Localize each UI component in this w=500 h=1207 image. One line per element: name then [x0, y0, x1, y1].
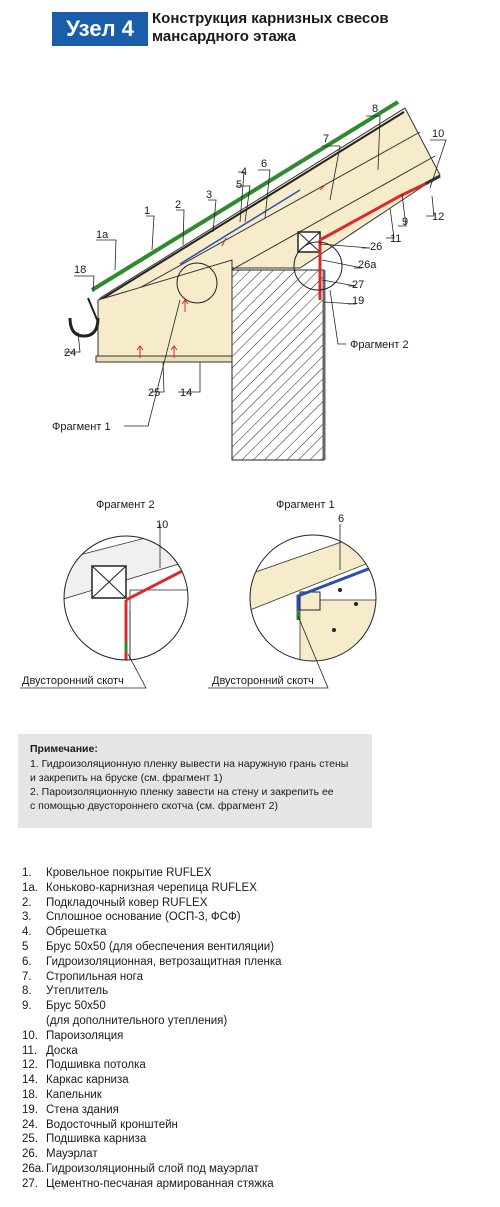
callout-8: 8: [372, 103, 379, 115]
eave-soffit: [96, 356, 232, 362]
fragment1-title: Фрагмент 1: [276, 499, 335, 511]
note-line: 1. Гидроизоляционную пленку вывести на наружную грань стены: [30, 758, 349, 770]
callout-5: 5: [236, 179, 243, 191]
legend-item: 3. Сплошное основание (ОСП-3, ФСФ): [22, 911, 241, 924]
callout-1a: 1a: [96, 229, 109, 241]
callout-3: 3: [206, 189, 213, 201]
callout-25: 25: [148, 387, 161, 399]
fragment1-tape-label: Двусторонний скотч: [212, 675, 314, 687]
callout-10: 10: [432, 128, 445, 140]
legend-item: 14. Каркас карниза: [22, 1074, 129, 1087]
legend-item: 5 Брус 50х50 (для обеспечения вентиляции): [22, 940, 275, 953]
legend-item: 18. Капельник: [22, 1088, 102, 1101]
fragment1-callout-label: Фрагмент 1: [52, 421, 111, 433]
note-line: с помощью двустороннего скотча (см. фрагмент 2): [30, 800, 278, 812]
legend-item: 8. Утеплитель: [22, 985, 109, 998]
legend-item: 10. Пароизоляция: [22, 1029, 124, 1042]
title-line-2: мансардного этажа: [152, 28, 297, 45]
legend-item: 25. Подшивка карниза: [22, 1133, 147, 1146]
callout-12: 12: [432, 211, 445, 223]
fragment2-title: Фрагмент 2: [96, 499, 155, 511]
fragment1-detail: [250, 530, 380, 670]
callout-18: 18: [74, 264, 87, 276]
note-line: 2. Пароизоляционную пленку завести на стену и закрепить ее: [30, 786, 334, 798]
legend-item: 27. Цементно-песчаная армированная стяжка: [22, 1177, 274, 1190]
title-line-1: Конструкция карнизных свесов: [152, 10, 389, 27]
drip-edge: [88, 298, 98, 322]
legend-list: [22, 866, 482, 1192]
fragment2-tape-label: Двусторонний скотч: [22, 675, 124, 687]
note-box: [18, 734, 372, 828]
callout-9: 9: [402, 216, 409, 228]
callout-11: 11: [390, 233, 402, 245]
node-badge: Узел 4: [52, 12, 148, 46]
wall-hatched: [232, 270, 324, 460]
callout-6: 6: [261, 158, 268, 170]
callout-26: 26: [370, 241, 383, 253]
legend-item: (для дополнительного утепления): [46, 1014, 228, 1027]
callout-24: 24: [64, 347, 77, 359]
fragment2-callout-label: Фрагмент 2: [350, 339, 409, 351]
callout-19: 19: [352, 295, 365, 307]
legend-item: 7. Стропильная нога: [22, 970, 143, 983]
legend-item: 12. Подшивка потолка: [22, 1059, 146, 1072]
callout-14: 14: [180, 387, 193, 399]
note-line: и закрепить на бруске (см. фрагмент 1): [30, 772, 223, 784]
fragment1-callout: 6: [338, 513, 345, 525]
legend-item: 24. Водосточный кронштейн: [22, 1118, 178, 1131]
fragment2-detail: [60, 526, 192, 670]
callout-7: 7: [323, 133, 330, 145]
legend-item: 4. Обрешетка: [22, 926, 107, 939]
callout-2: 2: [175, 199, 182, 211]
callout-4: 4: [241, 166, 248, 178]
callout-26a: 26a: [358, 259, 377, 271]
legend-item: 1. Кровельное покрытие RUFLEX: [22, 867, 212, 879]
legend-item: 6. Гидроизоляционная, ветрозащитная пленка: [22, 955, 282, 968]
gutter: [70, 318, 98, 336]
legend-item: 2. Подкладочный ковер RUFLEX: [22, 896, 208, 909]
legend-item: 26. Мауэрлат: [22, 1148, 98, 1161]
callout-1: 1: [144, 205, 151, 217]
fragment2-callout: 10: [156, 519, 169, 531]
legend-item: 11. Доска: [22, 1044, 78, 1057]
legend-item: 1a. Коньково-карнизная черепица RUFLEX: [22, 881, 257, 894]
legend-item: 9. Брус 50х50: [22, 1000, 106, 1013]
legend-item: 26a. Гидроизоляционный слой под мауэрлат: [22, 1162, 259, 1175]
callout-27: 27: [352, 279, 365, 291]
note-title: Примечание:: [30, 743, 98, 755]
legend-item: 19. Стена здания: [22, 1103, 119, 1116]
